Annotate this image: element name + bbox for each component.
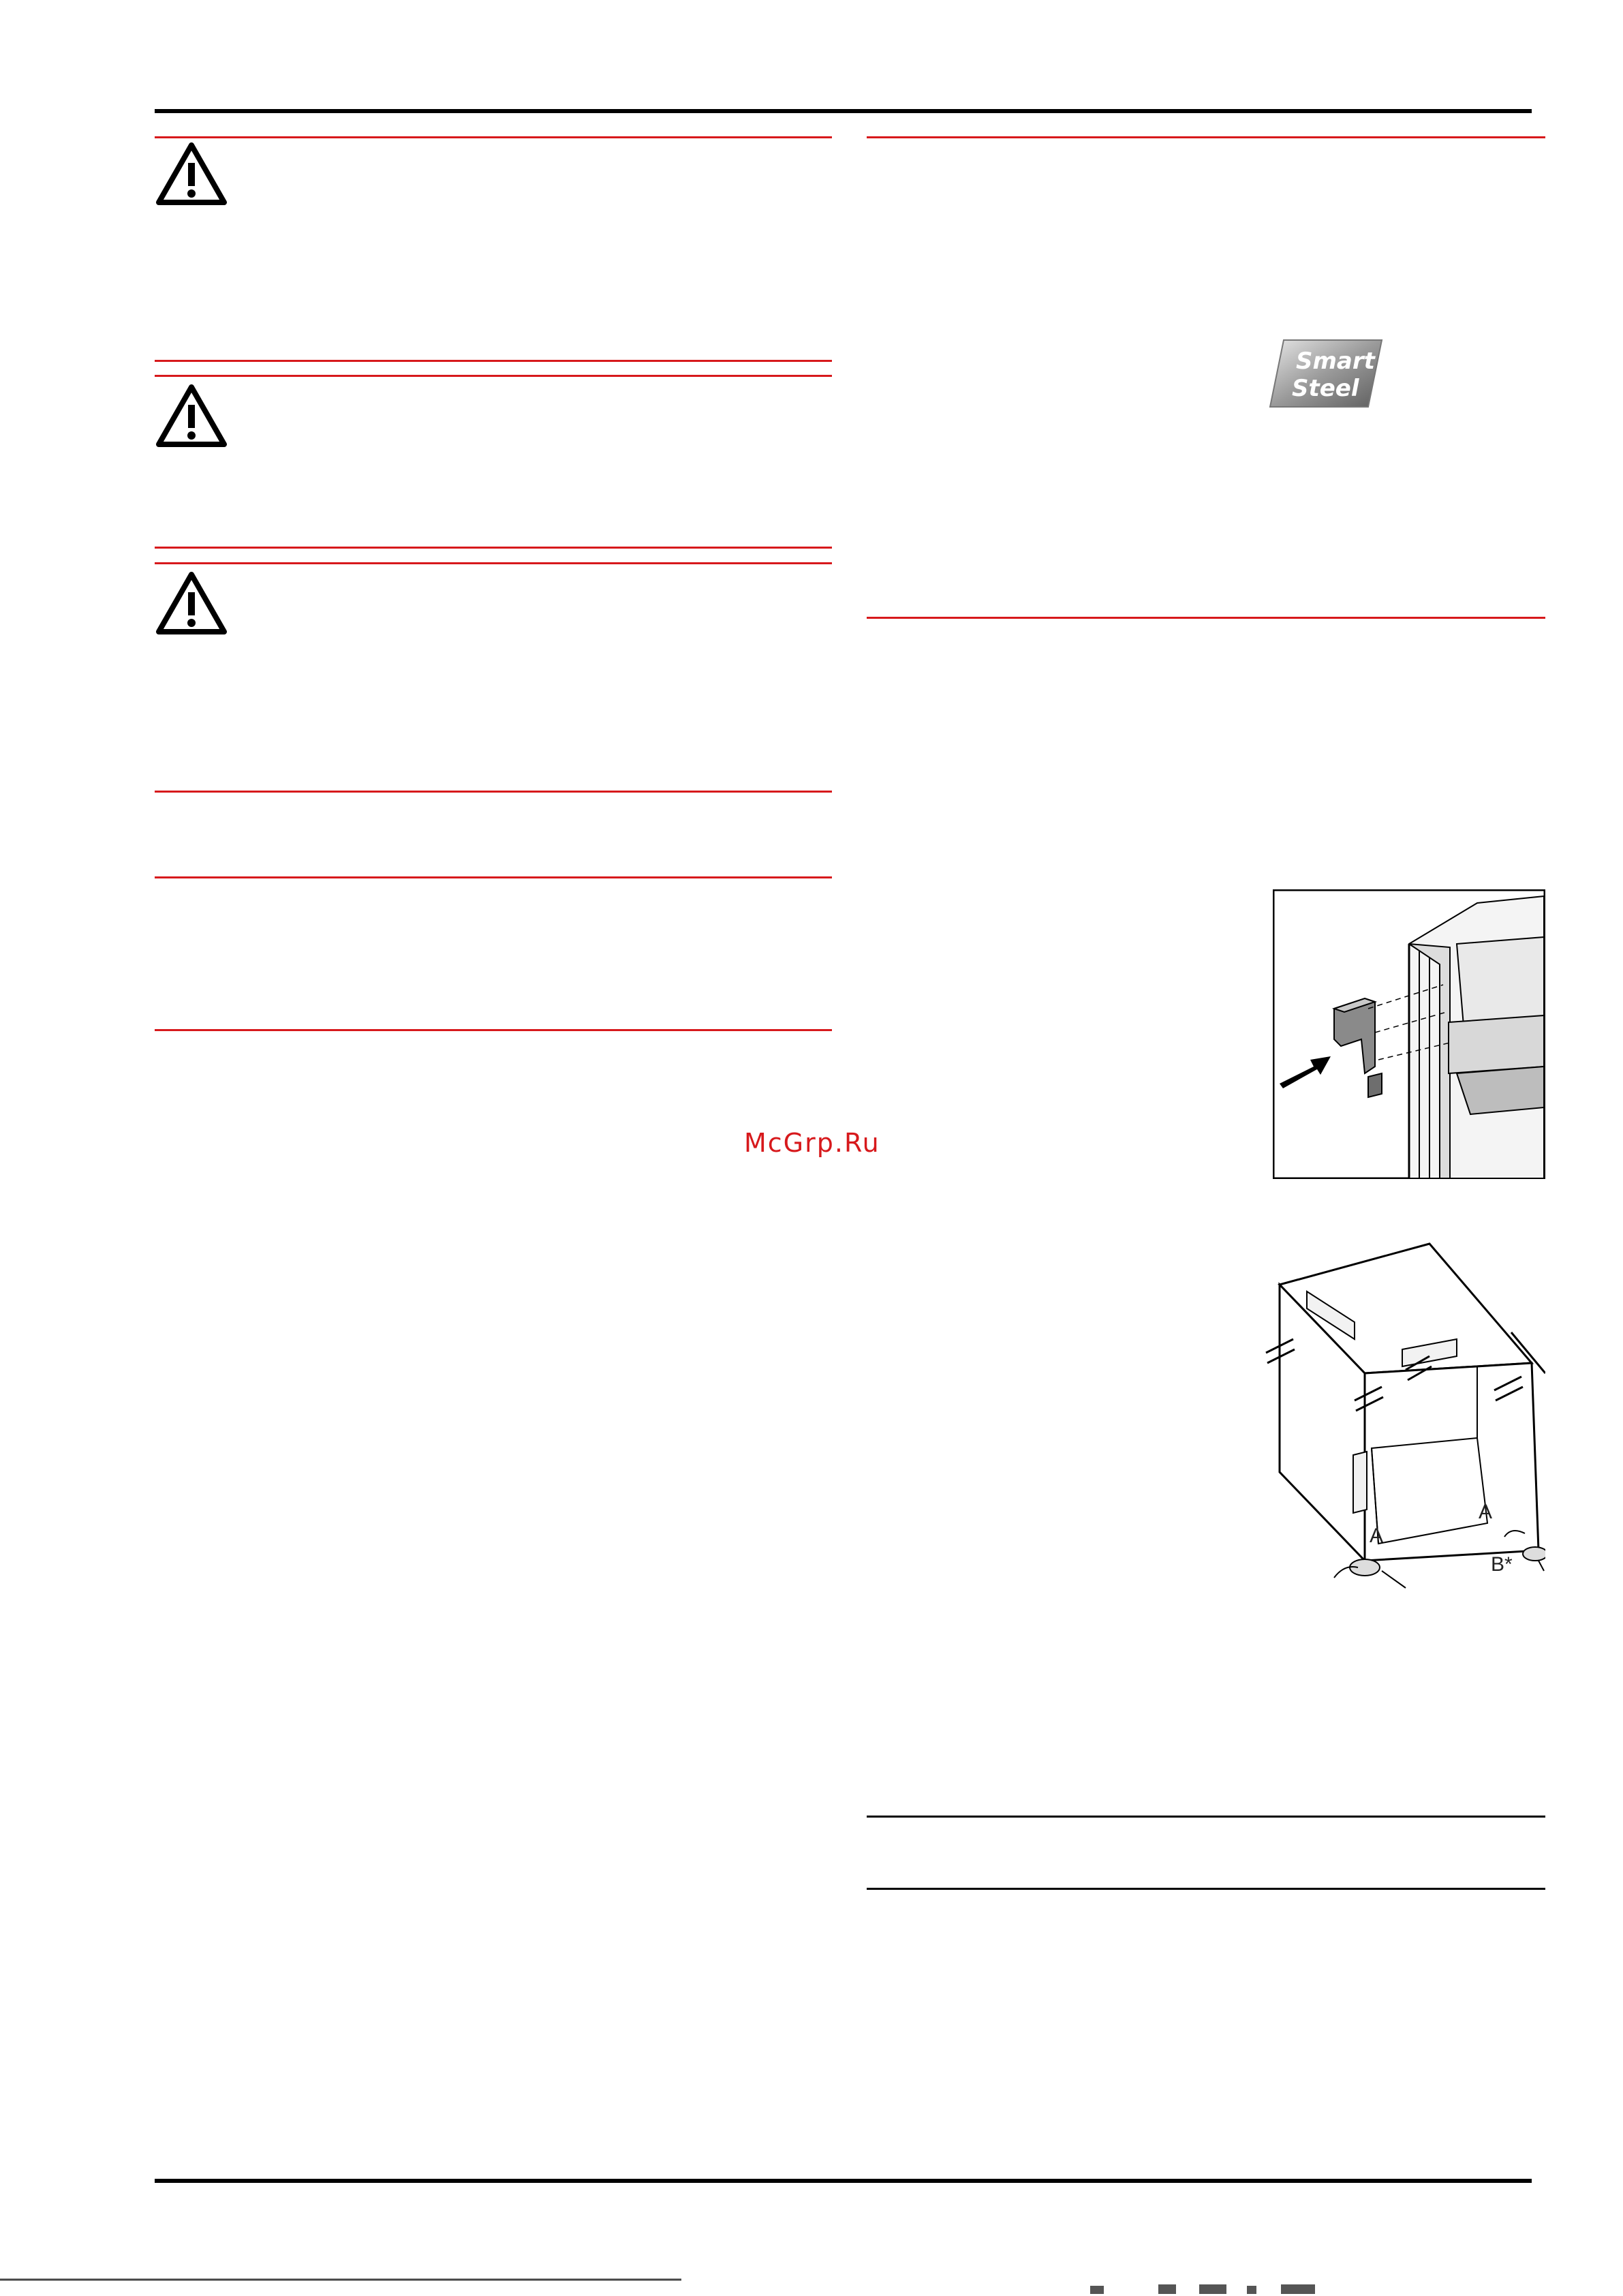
leveling-figure: [1252, 1230, 1545, 1608]
logo-line-1: Smart: [1296, 348, 1375, 375]
left-section-rule-4: [155, 791, 832, 793]
hinge-figure: [1273, 889, 1545, 1179]
right-section-rule-4: [867, 1888, 1545, 1890]
warning-triangle-icon: [153, 140, 230, 208]
header-rule: [155, 109, 1532, 113]
label-a-left: A: [1370, 1525, 1384, 1547]
left-section-rule-3b: [155, 562, 832, 564]
label-a-right: A: [1479, 1501, 1493, 1523]
left-section-rule-2b: [155, 375, 832, 377]
right-section-rule-2: [867, 617, 1545, 619]
watermark: McGrp.Ru: [744, 1128, 880, 1158]
left-section-rule-2a: [155, 360, 832, 362]
warning-triangle-icon: [153, 382, 230, 450]
scan-artifact-strip: [0, 2276, 1623, 2296]
label-b: B*: [1491, 1553, 1513, 1576]
right-section-rule-1: [867, 136, 1545, 138]
warning-triangle-icon: [153, 569, 230, 637]
smart-steel-logo: [1269, 337, 1383, 410]
left-section-rule-1: [155, 136, 832, 138]
right-section-rule-3: [867, 1816, 1545, 1818]
left-section-rule-3a: [155, 547, 832, 549]
footer-rule: [155, 2179, 1532, 2183]
left-section-rule-6: [155, 1029, 832, 1031]
logo-line-2: Steel: [1292, 375, 1359, 402]
left-section-rule-5: [155, 876, 832, 878]
